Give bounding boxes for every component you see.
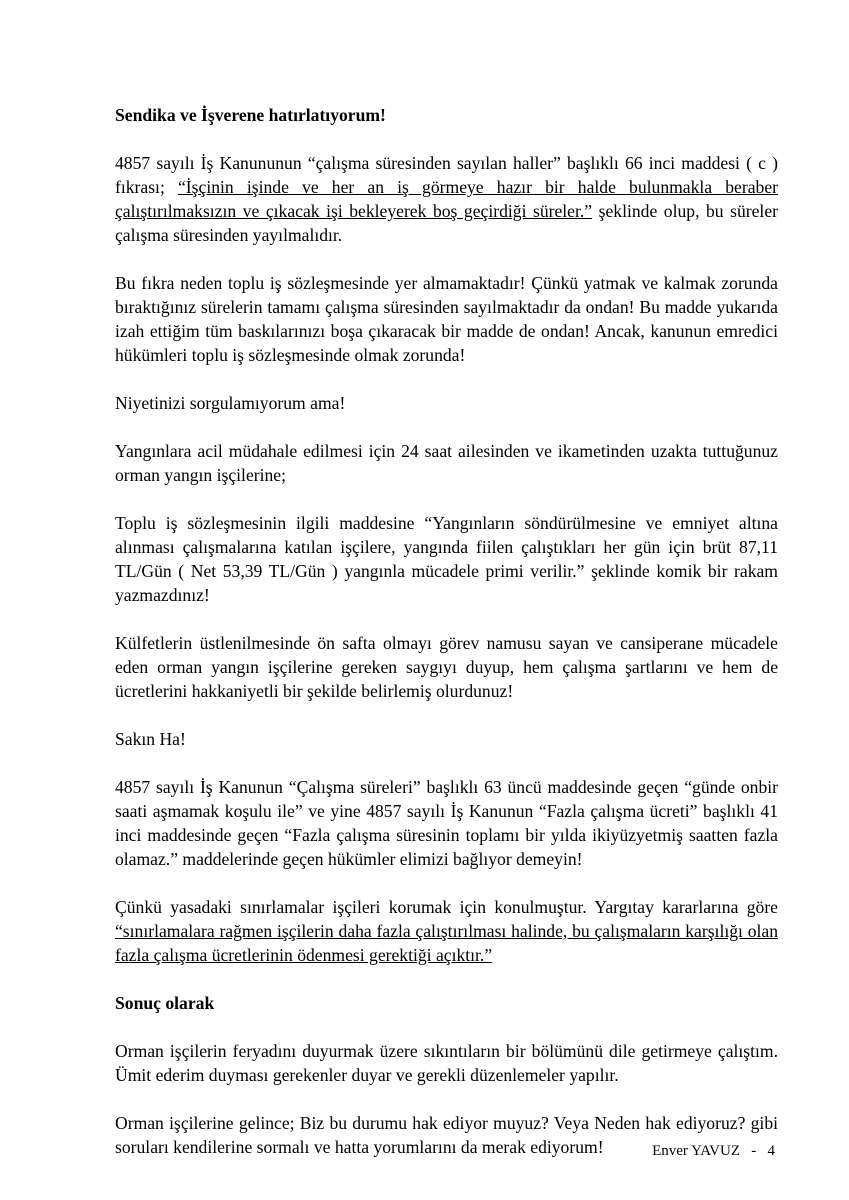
page-footer	[560, 1143, 775, 1160]
paragraph-6: Külfetlerin üstlenilmesinde ön safta olmayı görev namusu sayan ve cansiperane mücadele eden orman yangın işçilerine gereken saygıyı duyup, hem çalışma şartlarını ve hem de ücretlerini hakkaniyetli bir şekilde belirlemiş olurdunuz!	[115, 633, 778, 701]
paragraph-1	[115, 151, 778, 247]
paragraph-1-text-a: 4857 sayılı İş Kanununun “çalışma süresinden sayılan haller” başlıklı 66 inci maddesi ( c ) fıkrası;	[115, 153, 778, 197]
paragraph-7: Sakın Ha!	[115, 729, 186, 749]
footer-author: Enver YAVUZ	[652, 1143, 740, 1159]
paragraph-1-text-b: şeklinde olup, bu süreler çalışma süresinden yayılmalıdır.	[115, 201, 778, 245]
paragraph-8: 4857 sayılı İş Kanunun “Çalışma süreleri” başlıklı 63 üncü maddesinde geçen “günde onbir saati aşmamak koşulu ile” ve yine 4857 sayılı İş Kanunun “Fazla çalışma ücreti” başlıklı 41 inci maddesinde geçen “Fazla çalışma süresinin toplamı bir yılda ikiyüzyetmiş saatten fazla olamaz.” maddelerinde geçen hükümler elimizi bağlıyor demeyin!	[115, 777, 778, 869]
paragraph-2: Bu fıkra neden toplu iş sözleşmesinde yer almamaktadır! Çünkü yatmak ve kalmak zorunda bıraktığınız sürelerin tamamı çalışma süresinden sayılmaktadır da ondan! Bu madde yukarıda izah ettiğim tüm baskılarınızı boşa çıkaracak bir madde de ondan! Ancak, kanunun emredici hükümleri toplu iş sözleşmesinde olmak zorunda!	[115, 273, 778, 365]
page-number: 4	[767, 1143, 775, 1159]
paragraph-9	[115, 895, 778, 967]
paragraph-11: Orman işçilerine gelince; Biz bu durumu hak ediyor muyuz? Veya Neden hak ediyoruz? gibi soruları kendilerine sormalı ve hatta yorumlarını da merak ediyorum!	[115, 1113, 778, 1157]
paragraph-1-quote: “İşçinin işinde ve her an iş görmeye hazır bir halde bulunmakla beraber çalıştırılmaksızın ve çıkacak işi bekleyerek boş geçirdiği süreler.”	[115, 177, 778, 221]
page-title: Sendika ve İşverene hatırlatıyorum!	[115, 105, 386, 125]
paragraph-10: Orman işçilerin feryadını duyurmak üzere sıkıntıların bir bölümünü dile getirmeye çalıştım. Ümit ederim duyması gerekenler duyar ve gerekli düzenlemeler yapılır.	[115, 1041, 778, 1085]
section-heading-conclusion: Sonuç olarak	[115, 993, 215, 1013]
document-body	[115, 103, 778, 1183]
paragraph-4: Yangınlara acil müdahale edilmesi için 24 saat ailesinden ve ikametinden uzakta tuttuğunuz orman yangın işçilerine;	[115, 441, 778, 485]
paragraph-9-text-a: Çünkü yasadaki sınırlamalar işçileri korumak için konulmuştur. Yargıtay kararlarına göre	[115, 897, 778, 917]
paragraph-9-quote: “sınırlamalara rağmen işçilerin daha fazla çalıştırılması halinde, bu çalışmaların karşılığı olan fazla çalışma ücretlerinin ödenmesi gerektiği açıktır.”	[115, 921, 778, 965]
paragraph-3: Niyetinizi sorgulamıyorum ama!	[115, 393, 346, 413]
footer-separator: -	[751, 1143, 757, 1159]
paragraph-5: Toplu iş sözleşmesinin ilgili maddesine “Yangınların söndürülmesine ve emniyet altına alınması çalışmalarına katılan işçilere, yangında fiilen çalıştıkları her gün için brüt 87,11 TL/Gün ( Net 53,39 TL/Gün ) yangınla mücadele primi verilir.” şeklinde komik bir rakam yazmazdınız!	[115, 513, 778, 605]
